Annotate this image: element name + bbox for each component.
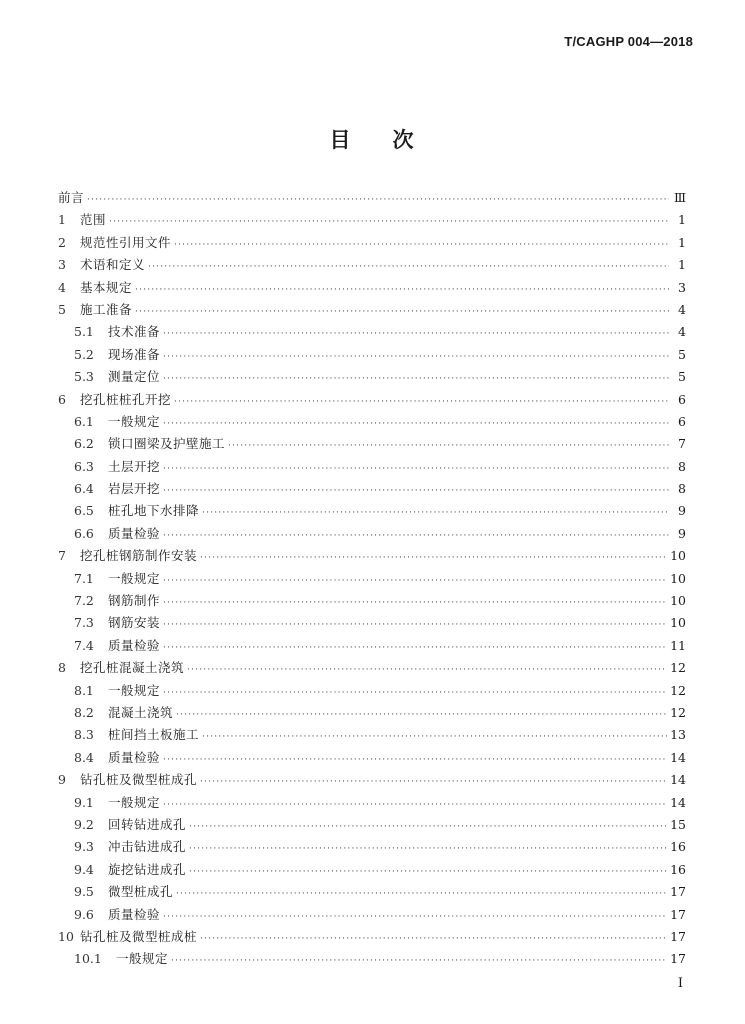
toc-entry-number: 6.1 [74, 413, 94, 429]
toc-entry-title: 锁口圈梁及护壁施工 [108, 436, 226, 452]
toc-entry-title: 质量检验 [108, 749, 161, 765]
toc-entry-page: 7 [678, 436, 686, 452]
toc-entry-title: 挖孔桩桩孔开挖 [80, 391, 172, 407]
toc-entry[interactable] [58, 546, 686, 568]
toc-entry-number: 10 [58, 928, 74, 944]
toc-entry-number: 6.3 [74, 458, 94, 474]
toc-dot-leader [87, 195, 669, 205]
table-of-contents [58, 188, 686, 972]
toc-entry-page: 14 [670, 794, 686, 810]
toc-entry[interactable] [58, 569, 686, 591]
toc-entry[interactable] [58, 949, 686, 971]
toc-entry[interactable] [58, 860, 686, 882]
toc-entry-page: 17 [670, 906, 686, 922]
toc-entry-title: 测量定位 [108, 369, 161, 385]
toc-entry-title: 术语和定义 [80, 257, 146, 273]
toc-entry-number: 9.3 [74, 839, 94, 855]
toc-entry[interactable] [58, 725, 686, 747]
toc-entry[interactable] [58, 210, 686, 232]
toc-entry-page: 14 [670, 772, 686, 788]
toc-entry-title: 现场准备 [108, 346, 161, 362]
toc-entry-page: 10 [670, 570, 686, 586]
toc-entry-title: 一般规定 [108, 570, 161, 586]
toc-entry-title: 质量检验 [108, 525, 161, 541]
toc-entry-page: 12 [670, 660, 686, 676]
toc-entry-page: 10 [670, 548, 686, 564]
toc-entry[interactable] [58, 703, 686, 725]
toc-entry-number: 9.6 [74, 906, 94, 922]
toc-entry-number: 9.5 [74, 884, 94, 900]
toc-entry-number: 6.2 [74, 436, 94, 452]
toc-entry-page: 11 [670, 637, 686, 653]
toc-dot-leader [163, 912, 667, 922]
toc-entry-page: 5 [678, 369, 686, 385]
toc-entry[interactable] [58, 905, 686, 927]
standard-number: T/CAGHP 004—2018 [564, 34, 693, 49]
toc-dot-leader [171, 956, 667, 966]
toc-entry-number: 9 [58, 772, 66, 788]
toc-entry[interactable] [58, 390, 686, 412]
toc-entry[interactable] [58, 412, 686, 434]
toc-entry-page: 15 [670, 816, 686, 832]
toc-entry-number: 5.3 [74, 369, 94, 385]
title-part-2: 次 [392, 127, 416, 152]
toc-entry[interactable] [58, 837, 686, 859]
toc-entry-number: 9.1 [74, 794, 94, 810]
toc-dot-leader [176, 710, 667, 720]
toc-dot-leader [163, 688, 667, 698]
toc-entry-number: 6.6 [74, 525, 94, 541]
page-title [0, 124, 745, 154]
toc-dot-leader [163, 620, 667, 630]
toc-entry-title: 技术准备 [108, 324, 161, 340]
title-part-1: 目 [329, 127, 353, 152]
toc-dot-leader [187, 665, 667, 675]
toc-entry-page: 4 [678, 301, 686, 317]
toc-dot-leader [200, 777, 667, 787]
toc-entry-page: 12 [670, 682, 686, 698]
toc-dot-leader [163, 531, 669, 541]
toc-entry[interactable] [58, 815, 686, 837]
toc-entry[interactable] [58, 322, 686, 344]
toc-entry[interactable] [58, 434, 686, 456]
toc-entry-number: 8 [58, 660, 66, 676]
toc-entry-title: 前言 [58, 190, 85, 205]
toc-entry[interactable] [58, 479, 686, 501]
toc-dot-leader [163, 464, 669, 474]
toc-entry-title: 桩间挡土板施工 [108, 727, 200, 743]
toc-entry-title: 钻孔桩及微型桩成桩 [80, 928, 198, 944]
toc-entry-title: 一般规定 [108, 413, 161, 429]
toc-entry-title: 一般规定 [108, 794, 161, 810]
toc-entry-title: 冲击钻进成孔 [108, 839, 187, 855]
toc-entry-number: 4 [58, 279, 66, 295]
toc-entry-number: 8.2 [74, 704, 94, 720]
toc-entry-page: 1 [678, 234, 686, 250]
toc-entry-title: 岩层开挖 [108, 481, 161, 497]
toc-entry-title: 范围 [80, 212, 107, 228]
toc-entry[interactable] [58, 591, 686, 613]
toc-entry-number: 8.1 [74, 682, 94, 698]
toc-entry[interactable] [58, 681, 686, 703]
toc-dot-leader [163, 598, 667, 608]
toc-entry-page: 10 [670, 615, 686, 631]
toc-entry-title: 质量检验 [108, 906, 161, 922]
toc-entry-number: 8.3 [74, 727, 94, 743]
toc-entry-number: 5.2 [74, 346, 94, 362]
toc-entry-page: 9 [678, 503, 686, 519]
toc-entry[interactable] [58, 255, 686, 277]
toc-dot-leader [163, 486, 669, 496]
toc-entry-number: 7.1 [74, 570, 94, 586]
toc-entry-page: 16 [670, 839, 686, 855]
toc-dot-leader [202, 732, 667, 742]
toc-dot-leader [174, 240, 669, 250]
toc-entry-title: 旋挖钻进成孔 [108, 861, 187, 877]
toc-entry-page: Ⅲ [673, 190, 686, 205]
toc-dot-leader [163, 352, 669, 362]
toc-entry-page: 9 [678, 525, 686, 541]
toc-dot-leader [163, 374, 669, 384]
toc-entry-number: 2 [58, 234, 66, 250]
toc-entry[interactable] [58, 613, 686, 635]
toc-dot-leader [200, 934, 667, 944]
toc-entry[interactable] [58, 300, 686, 322]
toc-entry[interactable] [58, 457, 686, 479]
toc-entry-title: 挖孔桩钢筋制作安装 [80, 548, 198, 564]
toc-entry-number: 7.2 [74, 593, 94, 609]
toc-entry-title: 钢筋安装 [108, 615, 161, 631]
toc-entry[interactable] [58, 658, 686, 680]
toc-dot-leader [163, 800, 667, 810]
toc-entry-page: 6 [678, 391, 686, 407]
toc-entry[interactable] [58, 345, 686, 367]
toc-entry-page: 8 [678, 458, 686, 474]
toc-dot-leader [148, 262, 669, 272]
toc-entry-number: 7 [58, 548, 66, 564]
toc-entry-number: 5.1 [74, 324, 94, 340]
toc-entry-number: 7.3 [74, 615, 94, 631]
toc-dot-leader [163, 419, 669, 429]
toc-entry-title: 一般规定 [116, 951, 169, 967]
toc-entry-title: 土层开挖 [108, 458, 161, 474]
toc-dot-leader [189, 867, 667, 877]
toc-entry-number: 9.4 [74, 861, 94, 877]
toc-entry[interactable] [58, 927, 686, 949]
toc-entry[interactable] [58, 188, 686, 210]
toc-entry[interactable] [58, 636, 686, 658]
toc-dot-leader [189, 844, 667, 854]
toc-dot-leader [174, 397, 669, 407]
toc-entry-title: 回转钻进成孔 [108, 816, 187, 832]
toc-entry-number: 7.4 [74, 637, 94, 653]
toc-dot-leader [189, 822, 667, 832]
toc-entry-page: 4 [678, 324, 686, 340]
toc-entry-title: 挖孔桩混凝土浇筑 [80, 660, 185, 676]
toc-entry-page: 14 [670, 749, 686, 765]
toc-entry[interactable] [58, 882, 686, 904]
toc-entry-number: 6 [58, 391, 66, 407]
toc-dot-leader [163, 576, 667, 586]
toc-dot-leader [163, 643, 667, 653]
toc-entry[interactable] [58, 748, 686, 770]
toc-entry-page: 6 [678, 413, 686, 429]
toc-entry-page: 5 [678, 346, 686, 362]
toc-dot-leader [202, 508, 669, 518]
toc-dot-leader [135, 307, 669, 317]
toc-entry-page: 1 [678, 257, 686, 273]
toc-entry-title: 微型桩成孔 [108, 884, 174, 900]
toc-entry-title: 基本规定 [80, 279, 133, 295]
toc-dot-leader [200, 553, 667, 563]
toc-entry[interactable] [58, 367, 686, 389]
toc-entry-title: 混凝土浇筑 [108, 704, 174, 720]
toc-entry[interactable] [58, 278, 686, 300]
toc-entry-title: 钻孔桩及微型桩成孔 [80, 772, 198, 788]
toc-entry-number: 3 [58, 257, 66, 273]
toc-entry-title: 桩孔地下水排降 [108, 503, 200, 519]
toc-entry-page: 3 [678, 279, 686, 295]
toc-dot-leader [176, 889, 667, 899]
toc-entry-number: 1 [58, 212, 66, 228]
page-number: Ⅰ [677, 976, 683, 991]
toc-entry-number: 8.4 [74, 749, 94, 765]
toc-entry-title: 施工准备 [80, 301, 133, 317]
toc-entry-page: 16 [670, 861, 686, 877]
toc-dot-leader [135, 285, 669, 295]
toc-entry-page: 17 [670, 951, 686, 967]
toc-dot-leader [109, 217, 669, 227]
toc-dot-leader [163, 329, 669, 339]
toc-entry-page: 17 [670, 884, 686, 900]
toc-entry-page: 17 [670, 928, 686, 944]
toc-entry-page: 12 [670, 704, 686, 720]
toc-entry-page: 10 [670, 593, 686, 609]
toc-entry-page: 13 [670, 727, 686, 743]
toc-dot-leader [228, 441, 669, 451]
toc-entry[interactable] [58, 524, 686, 546]
toc-entry[interactable] [58, 770, 686, 792]
toc-entry-page: 1 [678, 212, 686, 228]
toc-entry-number: 6.4 [74, 481, 94, 497]
toc-entry-number: 10.1 [74, 951, 102, 967]
toc-entry[interactable] [58, 233, 686, 255]
toc-entry[interactable] [58, 501, 686, 523]
toc-entry-page: 8 [678, 481, 686, 497]
toc-entry-number: 5 [58, 301, 66, 317]
toc-entry-number: 9.2 [74, 816, 94, 832]
toc-entry-title: 钢筋制作 [108, 593, 161, 609]
toc-dot-leader [163, 755, 667, 765]
toc-entry-title: 一般规定 [108, 682, 161, 698]
toc-entry-title: 质量检验 [108, 637, 161, 653]
toc-entry-title: 规范性引用文件 [80, 234, 172, 250]
toc-entry[interactable] [58, 793, 686, 815]
toc-entry-number: 6.5 [74, 503, 94, 519]
